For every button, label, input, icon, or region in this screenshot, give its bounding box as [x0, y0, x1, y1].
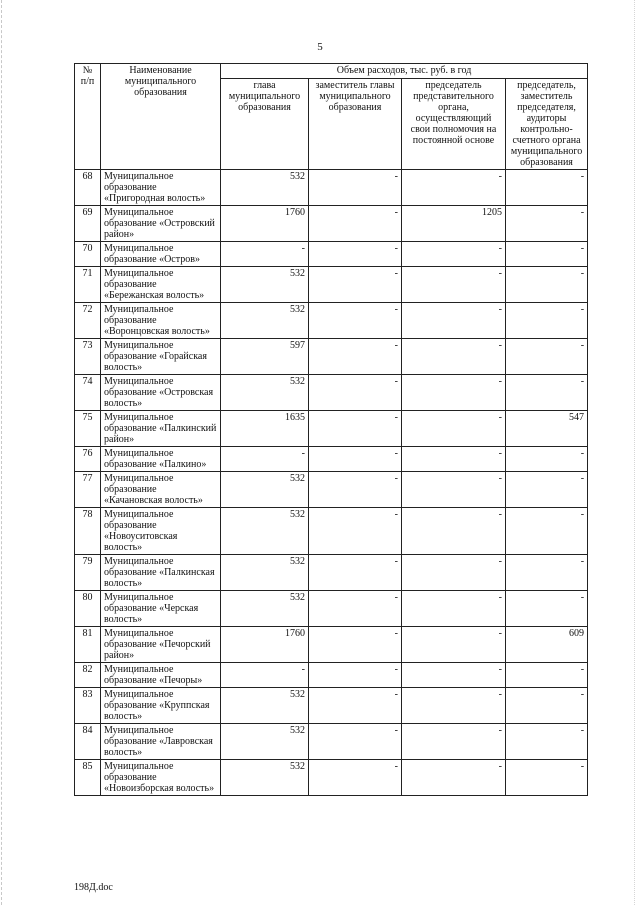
row-number: 71	[75, 267, 101, 303]
row-value-deputy-head: -	[309, 627, 402, 663]
row-municipality-name: Муниципальное образование «Лавровская волость»	[101, 724, 221, 760]
row-value-audit-chamber: -	[506, 760, 588, 796]
row-value-deputy-head: -	[309, 339, 402, 375]
header-number: № п/п	[75, 64, 101, 170]
row-value-deputy-head: -	[309, 375, 402, 411]
row-value-deputy-head: -	[309, 303, 402, 339]
row-value-council-chair: -	[402, 472, 506, 508]
table-row	[75, 508, 588, 555]
row-value-head: 532	[221, 591, 309, 627]
row-value-council-chair: -	[402, 339, 506, 375]
row-municipality-name: Муниципальное образование «Печорский район»	[101, 627, 221, 663]
row-value-council-chair: -	[402, 591, 506, 627]
row-value-audit-chamber: 547	[506, 411, 588, 447]
scan-edge-right	[634, 0, 636, 905]
row-number: 72	[75, 303, 101, 339]
row-municipality-name: Муниципальное образование «Палкинская волость»	[101, 555, 221, 591]
table-row	[75, 591, 588, 627]
row-value-council-chair: -	[402, 760, 506, 796]
row-value-council-chair: -	[402, 375, 506, 411]
row-value-deputy-head: -	[309, 267, 402, 303]
row-value-audit-chamber: -	[506, 206, 588, 242]
table-row	[75, 663, 588, 688]
table-row	[75, 303, 588, 339]
row-value-council-chair: -	[402, 663, 506, 688]
table-row	[75, 724, 588, 760]
row-value-audit-chamber: -	[506, 375, 588, 411]
row-value-deputy-head: -	[309, 170, 402, 206]
row-value-head: 532	[221, 472, 309, 508]
table-header-row	[75, 64, 588, 79]
row-value-council-chair: -	[402, 724, 506, 760]
row-value-deputy-head: -	[309, 688, 402, 724]
row-value-council-chair: -	[402, 688, 506, 724]
row-value-head: 532	[221, 688, 309, 724]
row-value-head: 1760	[221, 206, 309, 242]
row-value-audit-chamber: -	[506, 267, 588, 303]
row-municipality-name: Муниципальное образование «Островская волость»	[101, 375, 221, 411]
header-name: Наименование муниципального образования	[101, 64, 221, 170]
row-number: 85	[75, 760, 101, 796]
scan-edge-left	[1, 0, 3, 905]
row-municipality-name: Муниципальное образование «Остров»	[101, 242, 221, 267]
table-row	[75, 688, 588, 724]
row-municipality-name: Муниципальное образование «Круппская волость»	[101, 688, 221, 724]
row-value-audit-chamber: -	[506, 724, 588, 760]
table-row	[75, 339, 588, 375]
row-value-audit-chamber: -	[506, 303, 588, 339]
row-value-head: -	[221, 663, 309, 688]
row-value-head: 532	[221, 508, 309, 555]
row-value-head: 532	[221, 375, 309, 411]
table-row	[75, 472, 588, 508]
table-row	[75, 555, 588, 591]
row-value-audit-chamber: -	[506, 242, 588, 267]
row-number: 78	[75, 508, 101, 555]
row-number: 68	[75, 170, 101, 206]
row-number: 79	[75, 555, 101, 591]
row-value-audit-chamber: -	[506, 591, 588, 627]
row-value-deputy-head: -	[309, 663, 402, 688]
row-municipality-name: Муниципальное образование «Горайская волость»	[101, 339, 221, 375]
row-value-audit-chamber: -	[506, 688, 588, 724]
row-municipality-name: Муниципальное образование «Бережанская волость»	[101, 267, 221, 303]
row-value-audit-chamber: -	[506, 339, 588, 375]
table-row	[75, 627, 588, 663]
table-row	[75, 447, 588, 472]
row-value-head: 532	[221, 760, 309, 796]
row-value-council-chair: -	[402, 411, 506, 447]
row-municipality-name: Муниципальное образование «Печоры»	[101, 663, 221, 688]
row-municipality-name: Муниципальное образование «Пригородная волость»	[101, 170, 221, 206]
table-row	[75, 242, 588, 267]
row-value-deputy-head: -	[309, 508, 402, 555]
row-value-council-chair: -	[402, 303, 506, 339]
row-value-deputy-head: -	[309, 724, 402, 760]
table-row	[75, 267, 588, 303]
row-value-audit-chamber: -	[506, 170, 588, 206]
expenses-table	[74, 63, 588, 796]
row-value-council-chair: -	[402, 447, 506, 472]
row-value-head: 532	[221, 555, 309, 591]
row-value-audit-chamber: -	[506, 447, 588, 472]
row-number: 74	[75, 375, 101, 411]
table-row	[75, 170, 588, 206]
header-head: глава муниципального образования	[221, 79, 309, 170]
row-value-council-chair: -	[402, 555, 506, 591]
table-row	[75, 760, 588, 796]
row-number: 70	[75, 242, 101, 267]
file-name-footer: 198Д.doc	[74, 882, 113, 893]
row-value-head: 532	[221, 303, 309, 339]
header-deputy-head: заместитель главы муниципального образования	[309, 79, 402, 170]
row-value-deputy-head: -	[309, 411, 402, 447]
row-value-head: 1635	[221, 411, 309, 447]
row-value-audit-chamber: -	[506, 472, 588, 508]
row-value-head: -	[221, 447, 309, 472]
row-municipality-name: Муниципальное образование «Черская волость»	[101, 591, 221, 627]
table-row	[75, 206, 588, 242]
row-value-deputy-head: -	[309, 242, 402, 267]
row-value-deputy-head: -	[309, 591, 402, 627]
row-municipality-name: Муниципальное образование «Островский район»	[101, 206, 221, 242]
row-value-audit-chamber: -	[506, 555, 588, 591]
row-number: 69	[75, 206, 101, 242]
row-municipality-name: Муниципальное образование «Качановская волость»	[101, 472, 221, 508]
header-council-chair: председатель представительного органа, осуществляющий свои полномочия на постоянной основе	[402, 79, 506, 170]
row-value-deputy-head: -	[309, 760, 402, 796]
table-row	[75, 375, 588, 411]
row-value-head: 1760	[221, 627, 309, 663]
row-number: 81	[75, 627, 101, 663]
row-number: 75	[75, 411, 101, 447]
row-value-deputy-head: -	[309, 472, 402, 508]
row-value-council-chair: -	[402, 508, 506, 555]
row-number: 84	[75, 724, 101, 760]
row-number: 77	[75, 472, 101, 508]
row-value-council-chair: -	[402, 267, 506, 303]
row-value-deputy-head: -	[309, 447, 402, 472]
row-value-audit-chamber: -	[506, 663, 588, 688]
row-municipality-name: Муниципальное образование «Палкинский район»	[101, 411, 221, 447]
row-municipality-name: Муниципальное образование «Воронцовская волость»	[101, 303, 221, 339]
row-value-council-chair: 1205	[402, 206, 506, 242]
row-number: 83	[75, 688, 101, 724]
row-value-council-chair: -	[402, 170, 506, 206]
header-audit-chamber: председатель, заместитель председателя, аудиторы контрольно-счетного органа муниципального образования	[506, 79, 588, 170]
row-value-head: 597	[221, 339, 309, 375]
row-value-deputy-head: -	[309, 206, 402, 242]
row-value-audit-chamber: 609	[506, 627, 588, 663]
row-value-head: 532	[221, 724, 309, 760]
table-row	[75, 411, 588, 447]
row-value-head: -	[221, 242, 309, 267]
row-municipality-name: Муниципальное образование «Палкино»	[101, 447, 221, 472]
row-value-council-chair: -	[402, 627, 506, 663]
row-number: 76	[75, 447, 101, 472]
row-number: 73	[75, 339, 101, 375]
row-number: 82	[75, 663, 101, 688]
row-value-deputy-head: -	[309, 555, 402, 591]
row-value-audit-chamber: -	[506, 508, 588, 555]
row-value-head: 532	[221, 170, 309, 206]
row-number: 80	[75, 591, 101, 627]
row-municipality-name: Муниципальное образование «Новоуситовская волость»	[101, 508, 221, 555]
page-number: 5	[317, 41, 323, 53]
row-value-council-chair: -	[402, 242, 506, 267]
row-value-head: 532	[221, 267, 309, 303]
row-municipality-name: Муниципальное образование «Новоизборская волость»	[101, 760, 221, 796]
header-expenses-group: Объем расходов, тыс. руб. в год	[221, 64, 588, 79]
